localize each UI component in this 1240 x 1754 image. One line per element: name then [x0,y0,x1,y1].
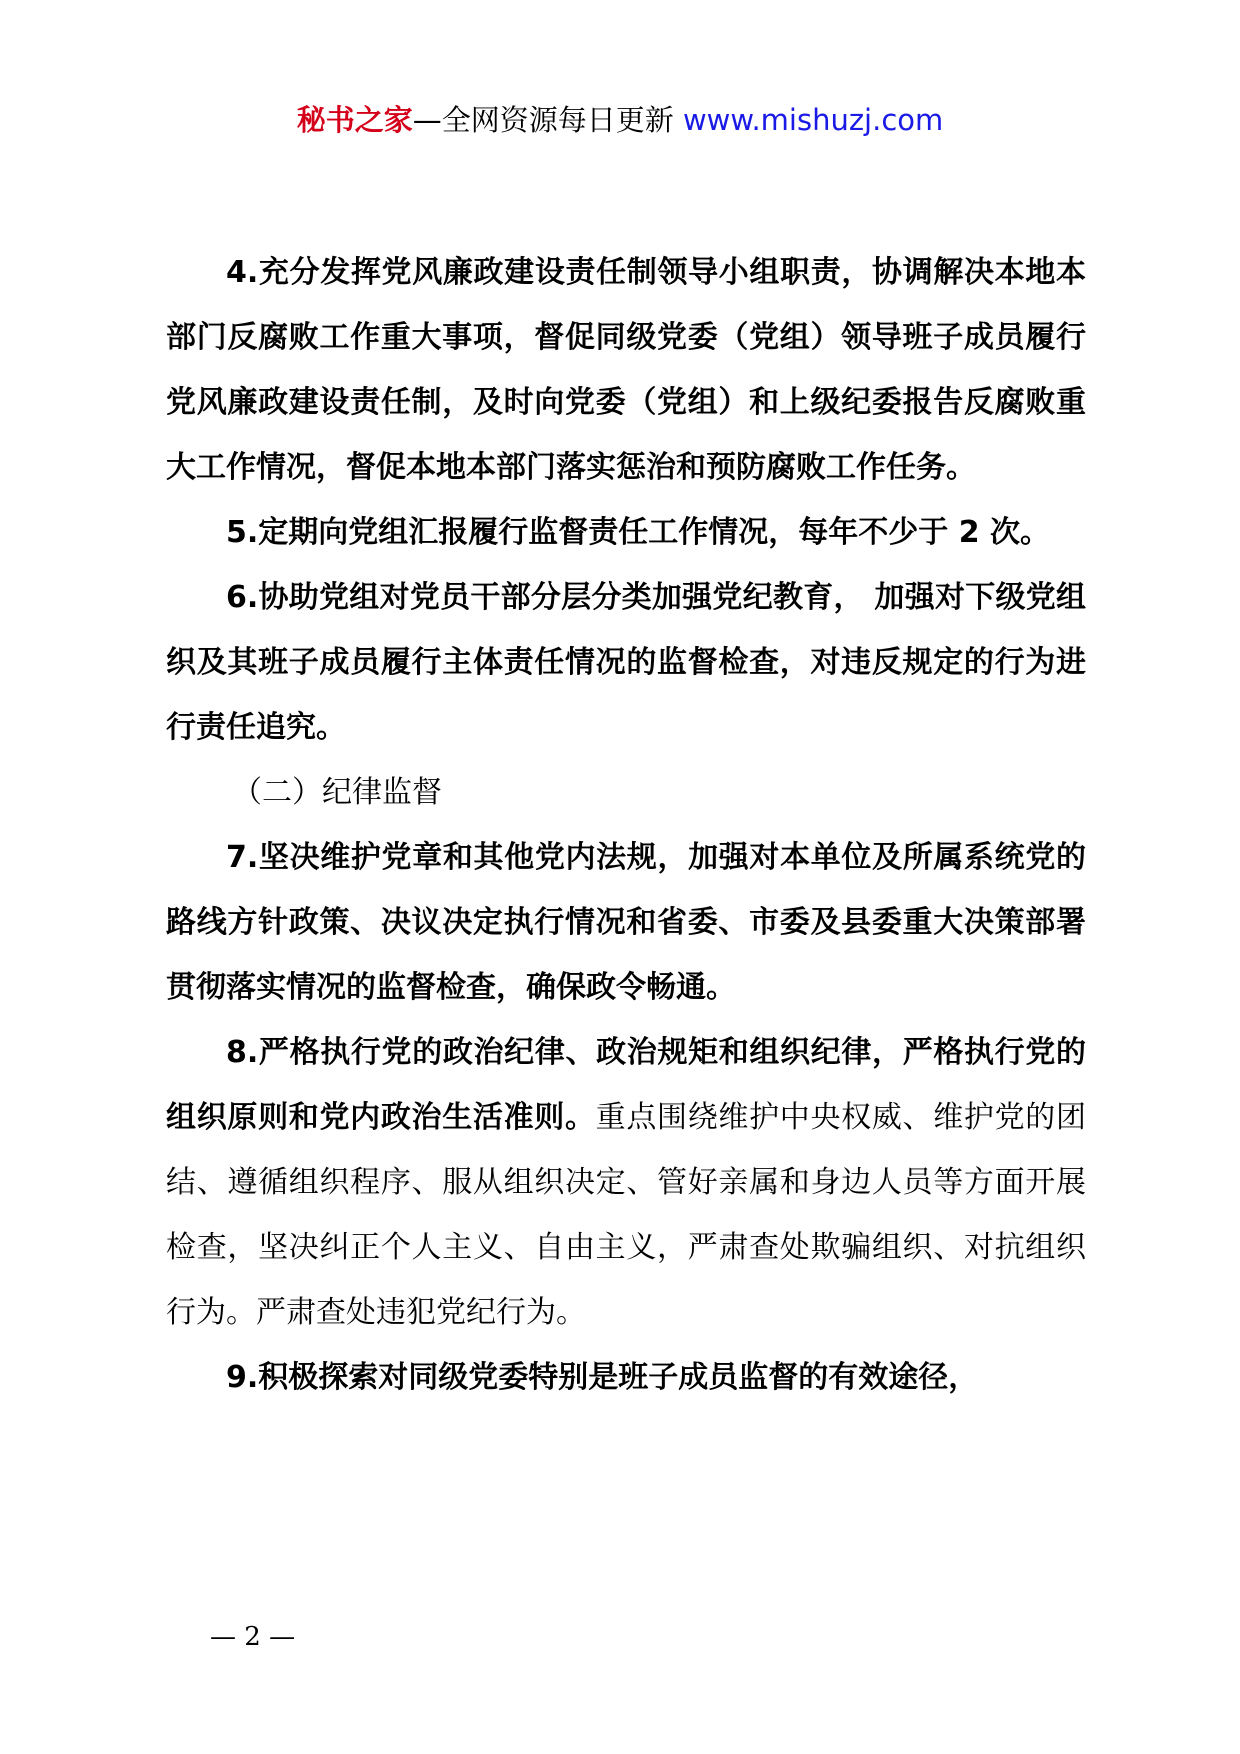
site-header [0,100,1240,140]
page-number: — 2 — [210,1622,296,1652]
paragraph-9: 9.积极探索对同级党委特别是班子成员监督的有效途径， [226,1360,979,1395]
paragraph-5: 5.定期向党组汇报履行监督责任工作情况，每年不少于 2 次。 [226,515,1051,550]
paragraph-7: 7.坚决维护党章和其他党内法规，加强对本单位及所属系统党的路线方针政策、决议决定执行情况和省委、市委及县委重大决策部署贯彻落实情况的监督检查，确保政令畅通。 [166,840,1086,1005]
brand-name: 秘书之家 [296,103,413,137]
paragraph-8 [166,1020,1086,1345]
paragraph-8-body: 重点围绕维护中央权威、维护党的团结、遵循组织程序、服从组织决定、管好亲属和身边人员等方面开展检查，坚决纠正个人主义、自由主义，严肃查处欺骗组织、对抗组织行为。严肃查处违犯党纪行为。 [166,1100,1087,1330]
paragraph-4: 4.充分发挥党风廉政建设责任制领导小组职责，协调解决本地本部门反腐败工作重大事项，督促同级党委（党组）领导班子成员履行党风廉政建设责任制，及时向党委（党组）和上级纪委报告反腐败重大工作情况，督促本地本部门落实惩治和预防腐败工作任务。 [166,255,1086,485]
header-slogan: —全网资源每日更新 [412,103,674,137]
section-heading-discipline-supervision: （二）纪律监督 [232,775,442,810]
document-body [166,240,1086,1410]
site-url-link[interactable]: www.mishuzj.com [682,103,944,137]
paragraph-8-lead: 8.严格执行党的政治纪律、政治规矩和组织纪律，严格执行党的组织原则和党内政治生活准则。 [166,1035,1086,1135]
paragraph-6: 6.协助党组对党员干部分层分类加强党纪教育， 加强对下级党组织及其班子成员履行主体责任情况的监督检查，对违反规定的行为进行责任追究。 [166,580,1086,745]
